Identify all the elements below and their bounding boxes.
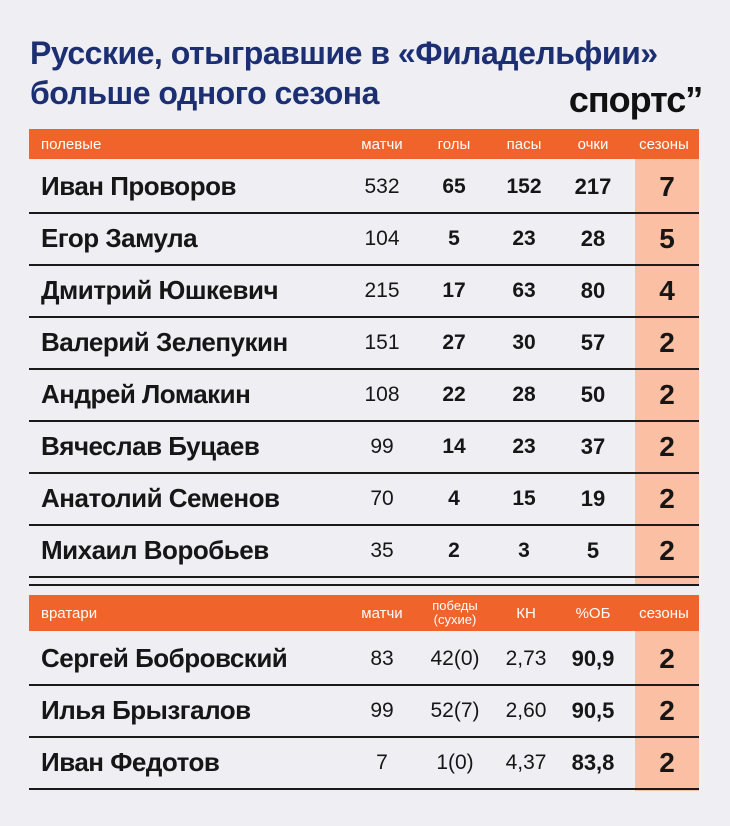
points-value: 5 <box>586 537 600 563</box>
games-value: 532 <box>364 174 400 198</box>
goalie-name: Иван Федотов <box>41 747 220 777</box>
seasons-value: 2 <box>659 430 675 462</box>
assists-value: 30 <box>512 330 536 354</box>
player-name: Дмитрий Юшкевич <box>41 275 279 305</box>
col-points: очки <box>577 135 609 153</box>
col-wins-line2: (сухие) <box>433 612 477 627</box>
seasons-value: 5 <box>659 222 675 254</box>
games-value: 35 <box>370 538 394 562</box>
wins-value: 42(0) <box>430 646 480 670</box>
games-value: 7 <box>376 750 388 774</box>
seasons-value: 4 <box>659 274 675 306</box>
goals-value: 5 <box>448 226 460 250</box>
seasons-value: 7 <box>659 170 675 202</box>
points-value: 50 <box>580 381 606 407</box>
goalie-name: Сергей Бобровский <box>41 643 288 673</box>
skaters-header <box>29 129 699 159</box>
seasons-value: 2 <box>659 694 675 726</box>
col-games: матчи <box>361 135 403 153</box>
goalies-table <box>29 595 699 791</box>
skaters-table <box>29 129 699 584</box>
title-line-1: Русские, отыгравшие в «Филадельфии» <box>30 35 658 71</box>
gaa-value: 2,73 <box>505 646 547 670</box>
points-value: 57 <box>580 329 606 355</box>
goalies-top-line <box>29 584 699 586</box>
assists-value: 28 <box>512 382 536 406</box>
table-row <box>29 473 699 526</box>
assists-value: 23 <box>512 434 536 458</box>
page-title <box>30 33 658 113</box>
seasons-value: 2 <box>659 534 675 566</box>
seasons-value: 2 <box>659 746 675 778</box>
col-wins <box>417 595 493 631</box>
col-wins-line1: победы <box>432 598 478 613</box>
player-name: Вячеслав Буцаев <box>41 431 260 461</box>
goalie-name: Илья Брызгалов <box>41 695 251 725</box>
seasons-value: 2 <box>659 326 675 358</box>
table-row <box>29 161 699 214</box>
goals-value: 2 <box>448 538 460 562</box>
col-save-pct: %ОБ <box>575 604 611 622</box>
goals-value: 17 <box>442 278 466 302</box>
assists-value: 3 <box>518 538 530 562</box>
table-row <box>29 737 699 790</box>
player-name: Егор Замула <box>41 223 198 253</box>
assists-value: 23 <box>512 226 536 250</box>
table-row <box>29 633 699 686</box>
points-value: 37 <box>580 433 606 459</box>
goals-value: 27 <box>442 330 466 354</box>
seasons-value: 2 <box>659 378 675 410</box>
goals-value: 65 <box>442 174 466 198</box>
games-value: 99 <box>370 434 394 458</box>
table-row <box>29 421 699 474</box>
save-pct-value: 83,8 <box>571 749 615 775</box>
col-assists: пасы <box>506 135 542 153</box>
seasons-value: 2 <box>659 482 675 514</box>
gaa-value: 4,37 <box>505 750 547 774</box>
col-goalies: вратари <box>41 604 98 622</box>
wins-value: 1(0) <box>436 750 474 774</box>
col-goalie-games: матчи <box>361 604 403 622</box>
save-pct-value: 90,5 <box>571 697 615 723</box>
games-value: 108 <box>364 382 400 406</box>
table-row <box>29 685 699 738</box>
points-value: 217 <box>574 173 612 199</box>
goals-value: 4 <box>448 486 460 510</box>
col-seasons: сезоны <box>639 135 689 153</box>
assists-value: 63 <box>512 278 536 302</box>
table-row <box>29 213 699 266</box>
col-goals: голы <box>437 135 471 153</box>
col-skaters: полевые <box>41 135 102 153</box>
games-value: 215 <box>364 278 400 302</box>
points-value: 28 <box>580 225 606 251</box>
player-name: Валерий Зелепукин <box>41 327 288 357</box>
gaa-value: 2,60 <box>505 698 547 722</box>
player-name: Иван Проворов <box>41 171 236 201</box>
table-row <box>29 317 699 370</box>
goals-value: 14 <box>442 434 466 458</box>
goalies-header <box>29 595 699 631</box>
wins-value: 52(7) <box>430 698 480 722</box>
assists-value: 15 <box>512 486 536 510</box>
seasons-value: 2 <box>659 642 675 674</box>
col-gaa: КН <box>516 604 536 622</box>
goals-value: 22 <box>442 382 466 406</box>
sports-logo: спортс’’ <box>568 79 702 120</box>
table-row <box>29 525 699 578</box>
points-value: 80 <box>580 277 606 303</box>
player-name: Анатолий Семенов <box>41 483 280 513</box>
title-line-2: больше одного сезона <box>30 75 379 111</box>
assists-value: 152 <box>506 174 542 198</box>
player-name: Андрей Ломакин <box>41 379 251 409</box>
games-value: 83 <box>370 646 394 670</box>
col-goalie-seasons: сезоны <box>639 604 689 622</box>
table-row <box>29 369 699 422</box>
games-value: 99 <box>370 698 394 722</box>
player-name: Михаил Воробьев <box>41 535 269 565</box>
games-value: 104 <box>364 226 400 250</box>
games-value: 151 <box>364 330 400 354</box>
games-value: 70 <box>370 486 394 510</box>
save-pct-value: 90,9 <box>571 645 615 671</box>
table-row <box>29 265 699 318</box>
points-value: 19 <box>580 485 606 511</box>
